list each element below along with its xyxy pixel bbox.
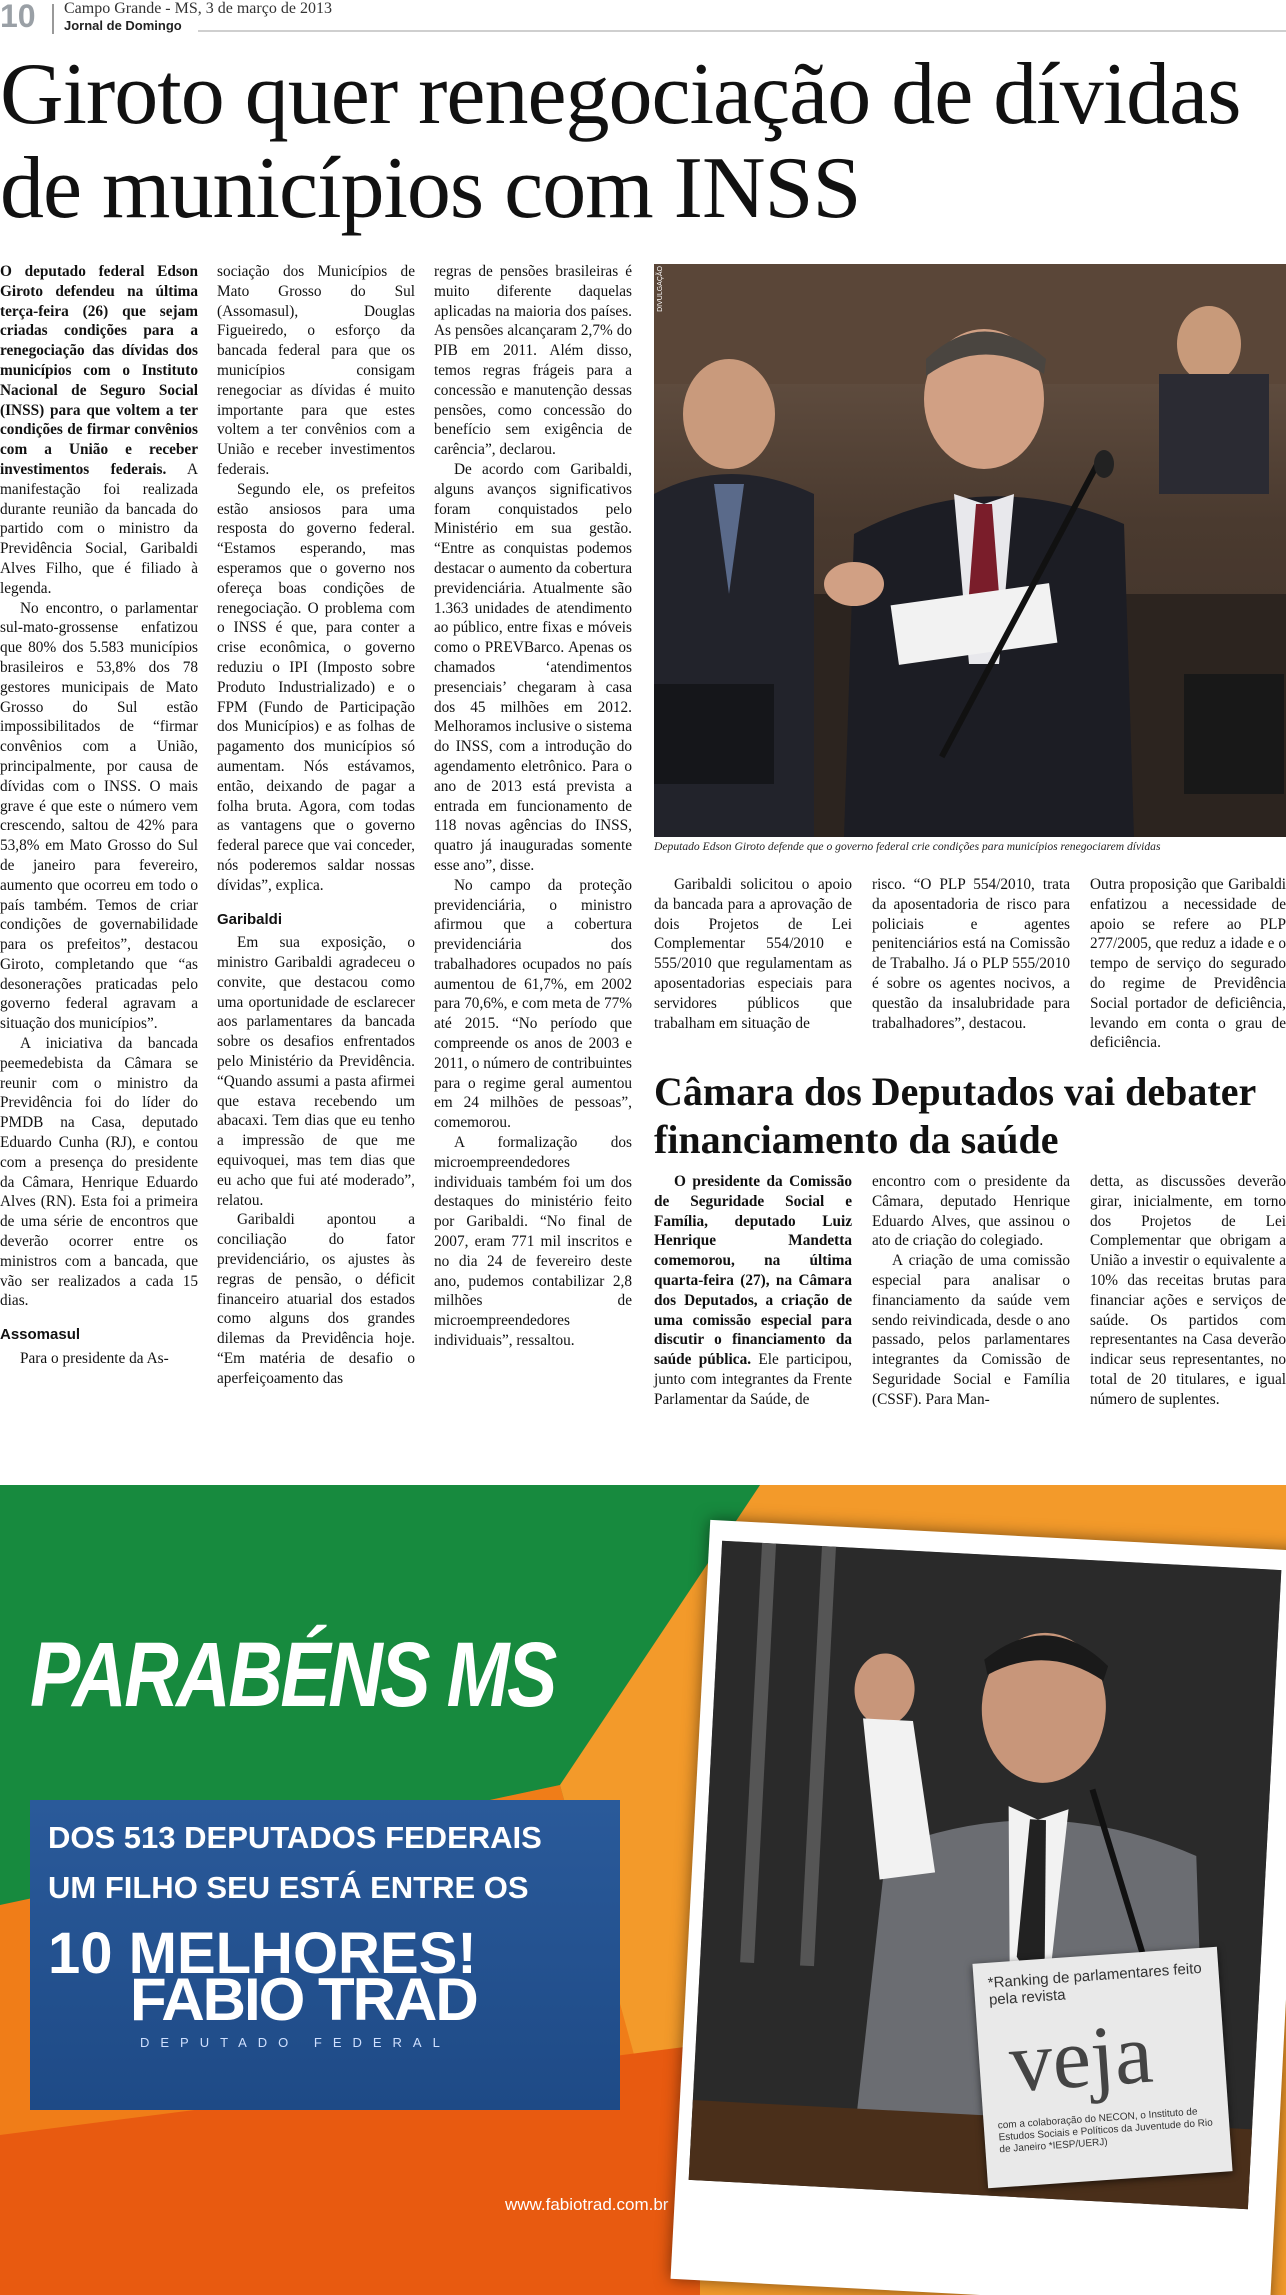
photo-illustration [654,264,1286,837]
paragraph: A iniciativa da bancada peemedebista da Câmara se reunir com o ministro da Previdência foi do líder do PMDB na Casa, deputado Eduardo Cunha (RJ), e contou com a presença do presidente da Câmara, Henrique Eduardo Alves (RN). Esta foi a primeira de uma série de encontros que deverão ocorrer entre os ministros com a bancada, que vão ser realizados a cada 15 dias. [0,1035,198,1310]
article2-headline: Câmara dos Deputados vai debater financiamento da saúde [654,1069,1256,1162]
subheading: Assomasul [0,1326,81,1344]
paragraph: No campo da proteção previdenciária, o ministro afirmou que a cobertura previdenciária dos trabalhadores ocupados no país aumentou de 61,7%, em 2002 para 70,6%, e com meta de 77% até 2015. “No período que compreende os anos de 2003 e 2011, o número de contribuintes para o regime geral aumentou em 24 milhões de pessoas”, comemorou. [434,876,632,1132]
article-column-4 [654,875,852,1033]
ad-message-box [30,1800,620,2110]
article-column-5 [872,875,1070,1033]
ad-website: www.fabiotrad.com.br [505,2195,669,2214]
paragraph: Em sua exposição, o ministro Garibaldi agradeceu o convite, que destacou como uma oportunidade de esclarecer aos parlamentares da bancada sobre os desafios enfrentados pelo Ministério da Previdência. “Quando assumi a pasta afirmei que estava recebendo um abacaxi. Tem dias que eu tenho a impressão de que me equivoquei, mas tem dias que eu acho que fui até moderado”, relatou. [217,934,415,1209]
article-headline: Giroto quer renegociação de dívidas de municípios com INSS [0,46,1241,237]
page-number: 10 [0,0,36,34]
paragraph: Garibaldi solicitou o apoio da bancada para a aprovação de dois Projetos de Lei Complementar 554/2010 e 555/2010 que regulamentam as aposentadorias especiais para servidores públicos que trabalham em situação de [654,876,852,1032]
paragraph: sociação dos Municípios de Mato Grosso do Sul (Assomasul), Douglas Figueiredo, o esforço da bancada federal para que os municípios consigam renegociar as dívidas é muito importante para que estes voltem a ter convênios com a União e receber investimentos federais. [217,263,415,478]
veja-ranking-card [972,1947,1232,2189]
ad-candidate-role: DEPUTADO FEDERAL [140,2035,451,2050]
advertisement [0,1485,1286,2295]
lead-rest: A manifestação foi realizada durante reunião da bancada do partido com o ministro da Previdência Social, Garibaldi Alves Filho, que é filiado à legenda. [0,460,199,597]
ad-candidate-name: FABIO TRAD [130,1966,477,2033]
header-location-date: Campo Grande - MS, 3 de março de 2013 [64,0,332,17]
lead-paragraph [0,262,198,599]
paragraph: detta, as discussões deverão girar, inicialmente, em torno dos Projetos de Lei Complementar que obrigam a União a investir o equivalente a 10% das receitas brutas para financiar ações e serviços de saúde. Os partidos com representantes na Casa deverão indicar seus representantes, no total de 20 titulares, e igual número de suplentes. [1090,1173,1286,1408]
paragraph: Outra proposição que Garibaldi enfatizou a necessidade de apoio se refere ao PLP 277/2005, que reduz a idade e o tempo de serviço do segurado do regime de Previdência Social portador de deficiência, levando em conta o grau de deficiência. [1090,876,1286,1052]
article-photo [654,264,1286,837]
article2-column-3 [1090,1172,1286,1410]
paragraph: No encontro, o parlamentar sul-mato-grossense enfatizou que 80% dos 5.583 municípios brasileiros e 53,8% dos 78 gestores municipais de Mato Grosso do Sul estão impossibilitados de “firmar convênios com a União, principalmente, por causa de dívidas com o INSS. O mais grave é que este o número vem crescendo, saltou de 42% para 53,8% em Mato Grosso do Sul de janeiro para fevereiro, aumento que ocorreu em todo o país também. Temos de criar condições de governabilidade para os prefeitos”, destacou Giroto, completando que “as desonerações praticadas pelo governo federal agravam a situação dos municípios”. [0,599,198,1033]
article-column-2 [217,262,415,1389]
article2-column-2 [872,1172,1070,1410]
paragraph: De acordo com Garibaldi, alguns avanços significativos foram conquistados pelo Ministério em sua gestão. “Entre as conquistas podemos destacar o aumento da cobertura previdenciária. Atualmente são 1.363 unidades de atendimento ao público, entre fixas e móveis como o PREVBarco. Apenas os chamados ‘atendimentos presenciais’ chegaram à casa dos 45 milhões em 2012. Melhoramos inclusive o sistema do INSS, com a introdução do agendamento eletrônico. Para o ano de 2013 está prevista a entrada em funcionamento de 118 novas agências do INSS, quatro já inauguradas somente esse ano”, disse. [434,460,632,874]
article-column-1 [0,262,198,1369]
photo-caption: Deputado Edson Giroto defende que o governo federal crie condições para municípios renegociarem dívidas [654,840,1161,853]
article-column-6 [1090,875,1286,1053]
paragraph: A formalização dos microempreendedores individuais também foi um dos destaques do ministério feito por Garibaldi. “No final de 2007, eram 771 mil inscritos e no dia 24 de fevereiro deste ano, pudemos contabilizar 2,8 milhões de microempreendedores individuais”, ressaltou. [434,1134,632,1350]
lead-bold: O deputado federal Edson Giroto defendeu na última terça-feira (26) que sejam criadas condições para a renegociação das dívidas dos municípios com o Instituto Nacional de Seguro Social (INSS) para que voltem a ter condições de firmar convênios com a União e receber investimentos federais. [0,263,198,478]
paragraph: regras de pensões brasileiras é muito diferente daquelas aplicadas na maioria dos países. As pensões alcançaram 2,7% do PIB em 2011. Além disso, temos regras frágeis para a concessão e manutenção dessas pensões, como concessão do benefício sem exigência de carência”, declarou. [434,263,632,459]
paragraph: A criação de uma comissão especial para analisar o financiamento da saúde vem sendo reivindicada, desde o ano passado, pelos parlamentares integrantes da Comissão de Seguridade Social e Família (CSSF). Para Man- [872,1252,1070,1408]
lead-bold: O presidente da Comissão de Seguridade Social e Família, deputado Luiz Henrique Mandetta comemorou, na última quarta-feira (27), na Câmara dos Deputados, a criação de uma comissão especial para discutir o financiamento da saúde pública. [654,1173,852,1369]
header-rule [198,30,1286,32]
partner-note: com a colaboração do NECON, o Instituto de Estudos Sociais e Políticos da Juventude do Rio de Janeiro *IESP/UERJ) [997,2106,1214,2156]
ad-title: PARABÉNS MS [30,1624,555,1726]
article2-column-1 [654,1172,852,1410]
lead-paragraph [654,1172,852,1410]
paragraph: risco. “O PLP 554/2010, trata da aposentadoria de risco para policiais e agentes penitenciários está na Comissão de Trabalho. Já o PLP 555/2010 é sobre os agentes nocivos, a questão da insalubridade para trabalhadores”, destacou. [872,876,1070,1032]
ad-line-2: UM FILHO SEU ESTÁ ENTRE OS [48,1870,529,1905]
header-paper-name: Jornal de Domingo [64,18,182,33]
article-column-3 [434,262,632,1351]
photo-credit: DIVULGAÇÃO [657,266,664,312]
paragraph: Segundo ele, os prefeitos estão ansiosos para uma resposta do governo federal. “Estamos esperando, mas esperamos que o governo nos ofereça boas condições de renegociação. O problema com o INSS é que, para conter a crise econômica, o governo reduziu o IPI (Imposto sobre Produto Industrializado) e o FPM (Fundo de Participação dos Municípios) e as folhas de pagamento dos municípios só aumentam. Nós estávamos, então, deixando de pagar a folha bruta. Agora, com todas as vantagens que o governo federal parece que vai conceder, nós poderemos saldar nossas dívidas”, explica. [217,480,415,894]
magazine-logo: veja [1006,2004,1156,2111]
ad-line-3: 10 MELHORES! [48,1921,477,1986]
header-divider [52,4,54,34]
ad-line-1: DOS 513 DEPUTADOS FEDERAIS [48,1820,542,1855]
subheading: Garibaldi [217,910,283,928]
ranking-note: *Ranking de parlamentares feito pela revista [987,1959,1203,2009]
paragraph: encontro com o presidente da Câmara, deputado Henrique Eduardo Alves, que assinou o ato de criação do colegiado. [872,1173,1070,1250]
lead-rest: Ele participou, junto com integrantes da Frente Parlamentar da Saúde, de [654,1351,853,1408]
paragraph: Para o presidente da As- [20,1350,169,1368]
paragraph: Garibaldi apontou a conciliação do fator previdenciário, os ajustes às regras de pensão, o déficit financeiro atuarial dos estados como alguns dos grandes dilemas da Previdência hoje. “Em matéria de desafio o aperfeiçoamento das [217,1211,415,1387]
